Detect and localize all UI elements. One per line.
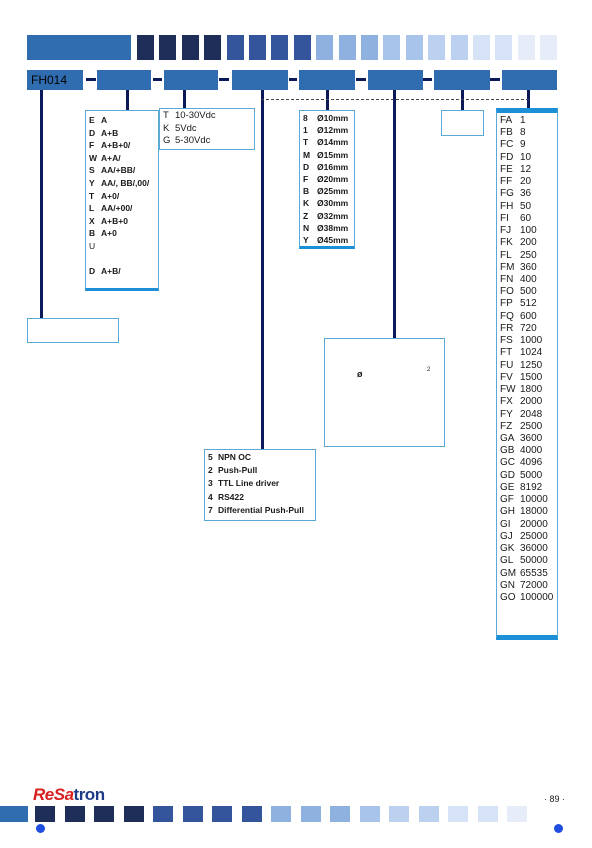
output-option-item [89, 190, 119, 203]
resolution-option-item [500, 286, 537, 298]
code-field [434, 70, 490, 90]
resolution-option-label: 12 [520, 163, 532, 175]
decor-square [159, 35, 176, 60]
decor-square [249, 35, 266, 60]
decor-square [204, 35, 221, 60]
resolution-option-code: GE [500, 481, 515, 493]
resolution-option-code: GB [500, 445, 515, 457]
connector-line [183, 90, 186, 108]
shaft-option-item [303, 136, 348, 149]
circuit-option-item [208, 477, 279, 490]
shaft-option-item [303, 234, 348, 247]
circuit-option-label: Push-Pull [218, 465, 258, 476]
resolution-option-code: GJ [500, 530, 513, 542]
resolution-option-item [500, 445, 542, 457]
voltage-option-item [163, 135, 210, 148]
resolution-option-label: 8 [520, 127, 526, 139]
resolution-option-item [500, 457, 542, 469]
circuit-option-item [208, 504, 304, 517]
resolution-option-code: FL [500, 249, 512, 261]
resolution-option-label: 100000 [520, 591, 554, 603]
circuit-option-label: Differential Push-Pull [218, 504, 304, 515]
resolution-option-label: 20000 [520, 518, 548, 530]
footer-dot-right [554, 824, 563, 833]
code-separator [153, 78, 162, 81]
resolution-option-item [500, 470, 542, 482]
resolution-option-code: GC [500, 457, 515, 469]
resolution-option-label: 2048 [520, 408, 543, 420]
output-option-code: D [89, 266, 96, 277]
circuit-option-item [208, 491, 244, 504]
resolution-option-item [500, 164, 531, 176]
resolution-option-label: 72000 [520, 579, 548, 591]
shaft-option-label: Ø20mm [317, 174, 349, 184]
shaft-option-label: Ø30mm [317, 198, 349, 209]
resolution-option-code: FY [500, 408, 513, 420]
shaft-option-code: B [303, 186, 310, 197]
resolution-option-label: 50 [520, 200, 532, 212]
resolution-option-item [500, 115, 526, 127]
decor-square [65, 806, 85, 822]
code-field [502, 70, 557, 90]
output-option-label: A+B+0/ [101, 140, 131, 151]
resolution-option-code: FZ [500, 420, 513, 432]
resolution-option-label: 10000 [520, 494, 548, 506]
output-option-label: A+0 [101, 228, 117, 239]
resolution-option-label: 4096 [520, 457, 543, 469]
shaft-option-item [303, 222, 348, 235]
code-field [232, 70, 288, 90]
shaft-option-label: Ø45mm [317, 235, 349, 245]
resolution-option-label: 18000 [520, 506, 548, 518]
resolution-option-item [500, 580, 548, 592]
resolution-option-item [500, 274, 537, 286]
shaft-option-code: Z [303, 210, 309, 221]
output-option-label: A+0/ [101, 190, 120, 201]
output-option-item [89, 139, 130, 152]
code-field [299, 70, 355, 90]
connector-line [393, 90, 396, 338]
resolution-option-code: FW [500, 384, 516, 396]
shaft-option-code: N [303, 222, 310, 233]
resolution-option-item [500, 262, 537, 274]
model-code-label: FH014 [27, 70, 83, 90]
shaft-option-code: T [303, 137, 309, 148]
resolution-option-code: FI [500, 212, 509, 224]
voltage-option-label: 5-30Vdc [175, 135, 211, 146]
resolution-option-code: FM [500, 261, 515, 273]
resolution-option-item [500, 506, 548, 518]
resolution-option-code: FP [500, 298, 513, 310]
resolution-option-label: 3600 [520, 432, 543, 444]
output-option-item [89, 227, 117, 240]
resolution-option-label: 1500 [520, 371, 543, 383]
output-options-box [85, 110, 159, 291]
resolution-option-item [500, 237, 537, 249]
resolution-option-code: FF [500, 176, 513, 188]
resolution-option-code: FC [500, 139, 514, 151]
circuit-option-label: RS422 [218, 491, 244, 502]
diameter-symbol: ø [357, 369, 363, 379]
resolution-option-label: 100 [520, 225, 537, 237]
resolution-option-code: GN [500, 579, 515, 591]
resolution-option-item [500, 335, 542, 347]
resolution-option-label: 1 [520, 115, 526, 126]
resolution-option-item [500, 592, 553, 604]
output-option-item [89, 240, 101, 253]
decor-square [242, 806, 262, 822]
resolution-option-label: 400 [520, 273, 537, 285]
shaft-option-label: Ø16mm [317, 161, 349, 172]
resolution-option-code: GM [500, 567, 517, 579]
resolution-option-code: FS [500, 335, 513, 347]
resolution-option-label: 5000 [520, 469, 543, 481]
decor-square [540, 35, 557, 60]
resolution-option-item [500, 188, 531, 200]
shaft-options-box [299, 110, 355, 249]
shaft-option-item [303, 173, 348, 186]
cable-options-box [324, 338, 445, 447]
resolution-option-item [500, 360, 542, 372]
resolution-option-code: FX [500, 396, 513, 408]
circuit-options-box [204, 449, 316, 521]
resolution-option-code: GK [500, 543, 515, 555]
shaft-option-code: M [303, 149, 311, 160]
resolution-option-code: FR [500, 322, 514, 334]
decor-square [478, 806, 498, 822]
resolution-option-item [500, 433, 542, 445]
output-option-item [89, 127, 118, 140]
resolution-option-label: 2000 [520, 396, 543, 408]
resolution-option-item [500, 568, 548, 580]
decor-square [383, 35, 400, 60]
output-option-code: L [89, 203, 95, 214]
decor-square [473, 35, 490, 60]
resolution-option-label: 720 [520, 322, 537, 334]
decor-square [227, 35, 244, 60]
decor-square [419, 806, 439, 822]
output-option-code: B [89, 228, 96, 239]
output-option-code: D [89, 127, 96, 138]
decor-square [294, 35, 311, 60]
resolution-option-label: 10 [520, 151, 532, 163]
resolution-option-label: 600 [520, 310, 537, 322]
resolution-option-label: 50000 [520, 555, 548, 567]
page-number: · 89 · [543, 794, 565, 804]
output-option-item [89, 177, 149, 190]
voltage-option-code: K [163, 122, 170, 134]
resolution-option-code: GH [500, 506, 515, 518]
output-option-label: A+A/ [101, 152, 121, 163]
output-option-item [89, 215, 128, 228]
decor-square [182, 35, 199, 60]
resolution-option-label: 25000 [520, 530, 548, 542]
resolution-option-code: GF [500, 494, 514, 506]
circuit-option-code: 3 [208, 478, 213, 489]
decor-square [448, 806, 468, 822]
shaft-option-code: K [303, 198, 310, 209]
resolution-option-item [500, 201, 531, 213]
output-option-label: AA/, BB/,00/ [101, 178, 150, 188]
decor-square [153, 806, 173, 822]
resolution-option-label: 4000 [520, 445, 543, 457]
shaft-option-item [303, 124, 348, 137]
resatron-logo: ReSatron [33, 785, 105, 804]
resolution-option-item [500, 311, 537, 323]
resolution-option-label: 360 [520, 261, 537, 273]
output-option-code: S [89, 165, 95, 176]
housing-options-box [27, 318, 119, 343]
resolution-option-code: FN [500, 273, 514, 285]
shaft-option-label: Ø32mm [317, 210, 349, 221]
code-separator [490, 78, 500, 81]
resolution-option-label: 36 [520, 188, 532, 200]
superscript-note: 2 [427, 367, 431, 373]
voltage-option-label: 5Vdc [175, 122, 197, 134]
resolution-option-label: 60 [520, 212, 532, 224]
decor-square [339, 35, 356, 60]
shaft-option-item [303, 112, 348, 125]
resolution-option-label: 1024 [520, 347, 543, 359]
code-field [164, 70, 218, 90]
output-option-label: A [101, 115, 108, 125]
resolution-option-code: FO [500, 286, 514, 298]
resolution-option-code: FA [500, 115, 513, 126]
output-option-label: A+B [101, 127, 119, 138]
output-option-label: A+B+0 [101, 215, 128, 226]
output-option-item [89, 265, 121, 278]
resolution-option-label: 1000 [520, 335, 543, 347]
code-separator [219, 78, 229, 81]
connector-line [326, 90, 329, 112]
resolution-option-code: FV [500, 371, 513, 383]
resolution-option-label: 65535 [520, 567, 548, 579]
resolution-option-code: FE [500, 163, 513, 175]
option-box-empty [441, 110, 484, 136]
resolution-option-code: FJ [500, 225, 512, 237]
decor-square [271, 806, 291, 822]
decor-square [271, 35, 288, 60]
decor-square [495, 35, 512, 60]
resolution-option-code: FH [500, 200, 514, 212]
resolution-option-label: 1250 [520, 359, 543, 371]
footer-dot-left [36, 824, 45, 833]
resolution-option-item [500, 372, 542, 384]
circuit-option-code: 5 [208, 452, 213, 462]
shaft-option-label: Ø25mm [317, 186, 349, 197]
dashed-connector [261, 99, 529, 100]
circuit-option-item [208, 464, 257, 477]
resolution-option-code: FK [500, 237, 513, 249]
code-separator [289, 78, 297, 81]
decor-square [301, 806, 321, 822]
resolution-option-item [500, 396, 542, 408]
output-option-item [89, 253, 101, 266]
resolution-option-item [500, 421, 542, 433]
header-bar [27, 35, 131, 60]
resolution-option-code: FU [500, 359, 514, 371]
resolution-option-item [500, 494, 548, 506]
decor-square [316, 35, 333, 60]
resolution-option-code: GL [500, 555, 514, 567]
resolution-option-item [500, 519, 548, 531]
voltage-option-code: T [163, 110, 169, 121]
decor-square [428, 35, 445, 60]
code-field [97, 70, 151, 90]
resolution-option-item [500, 213, 531, 225]
circuit-option-label: TTL Line driver [218, 478, 280, 489]
resolution-option-item [500, 384, 542, 396]
decor-square [212, 806, 232, 822]
shaft-option-label: Ø15mm [317, 149, 349, 160]
shaft-option-label: Ø12mm [317, 125, 349, 136]
decor-square [94, 806, 114, 822]
shaft-option-item [303, 149, 348, 162]
resolution-option-item [500, 152, 531, 164]
resolution-option-code: GO [500, 591, 516, 603]
output-option-label: A+B/ [101, 266, 121, 277]
circuit-option-item [208, 451, 251, 464]
decor-square [35, 806, 55, 822]
resolution-option-label: 20 [520, 176, 532, 188]
decor-square [124, 806, 144, 822]
resolution-option-item [500, 250, 537, 262]
shaft-option-label: Ø14mm [317, 137, 349, 148]
output-option-label: AA/+BB/ [101, 165, 136, 176]
output-option-code: U [89, 241, 96, 251]
resolution-option-label: 2500 [520, 420, 543, 432]
decor-square [518, 35, 535, 60]
output-option-code: X [89, 215, 95, 226]
output-option-code: E [89, 115, 95, 125]
voltage-option-code: G [163, 135, 171, 146]
output-option-code: Y [89, 178, 95, 188]
shaft-option-item [303, 185, 348, 198]
resolution-option-item [500, 225, 537, 237]
decor-square [360, 806, 380, 822]
decor-square [183, 806, 203, 822]
circuit-option-code: 4 [208, 491, 213, 502]
resolution-option-code: FQ [500, 310, 514, 322]
resolution-option-label: 9 [520, 139, 526, 151]
resolution-option-item [500, 323, 537, 335]
connector-line [461, 90, 464, 110]
resolution-option-code: FD [500, 151, 514, 163]
connector-line [261, 90, 264, 450]
voltage-options-box [159, 108, 255, 150]
resolution-option-item [500, 482, 542, 494]
resolution-option-label: 250 [520, 249, 537, 261]
shaft-option-code: D [303, 161, 310, 172]
output-option-code: W [89, 152, 98, 163]
circuit-option-label: NPN OC [218, 452, 252, 462]
resolution-option-code: GA [500, 432, 515, 444]
output-option-item [89, 202, 132, 215]
resolution-option-code: FG [500, 188, 514, 200]
resolution-options-box [496, 108, 558, 640]
decor-square [389, 806, 409, 822]
shaft-option-label: Ø10mm [317, 113, 349, 123]
resolution-option-label: 8192 [520, 481, 543, 493]
shaft-option-item [303, 161, 348, 174]
output-option-item [89, 152, 121, 165]
resolution-option-item [500, 347, 542, 359]
resolution-option-code: GD [500, 469, 515, 481]
shaft-option-code: Y [303, 235, 309, 245]
decor-square [361, 35, 378, 60]
decor-square [406, 35, 423, 60]
circuit-option-code: 2 [208, 465, 213, 476]
code-field [368, 70, 423, 90]
voltage-option-item [163, 110, 216, 123]
output-option-item [89, 114, 107, 127]
decor-square [330, 806, 350, 822]
resolution-option-code: FT [500, 347, 513, 359]
circuit-option-code: 7 [208, 504, 213, 515]
connector-line [40, 90, 43, 318]
resolution-option-item [500, 409, 542, 421]
output-option-label: AA/+00/ [101, 203, 133, 214]
shaft-option-code: F [303, 174, 309, 184]
resolution-option-label: 1800 [520, 384, 543, 396]
resolution-option-item [500, 531, 548, 543]
shaft-option-code: 1 [303, 125, 308, 136]
resolution-option-item [500, 555, 548, 567]
code-separator [86, 78, 96, 81]
code-separator [356, 78, 366, 81]
voltage-option-label: 10-30Vdc [175, 110, 216, 121]
shaft-option-item [303, 210, 348, 223]
output-option-code: F [89, 140, 95, 151]
resolution-option-item [500, 127, 526, 139]
decor-square [137, 35, 154, 60]
output-option-code: T [89, 190, 95, 201]
shaft-option-code: 8 [303, 113, 308, 123]
resolution-option-code: FB [500, 127, 513, 139]
resolution-option-item [500, 298, 537, 310]
resolution-option-item [500, 543, 548, 555]
resolution-option-item [500, 176, 531, 188]
resolution-option-label: 36000 [520, 543, 548, 555]
decor-square [507, 806, 527, 822]
connector-line [126, 90, 129, 112]
shaft-option-label: Ø38mm [317, 222, 349, 233]
resolution-option-label: 200 [520, 237, 537, 249]
code-separator [423, 78, 432, 81]
decor-square [0, 806, 28, 822]
resolution-option-label: 500 [520, 286, 537, 298]
resolution-option-code: GI [500, 518, 511, 530]
shaft-option-item [303, 197, 348, 210]
decor-square [451, 35, 468, 60]
output-option-item [89, 164, 135, 177]
resolution-option-label: 512 [520, 298, 537, 310]
voltage-option-item [163, 123, 197, 136]
resolution-option-item [500, 139, 526, 151]
